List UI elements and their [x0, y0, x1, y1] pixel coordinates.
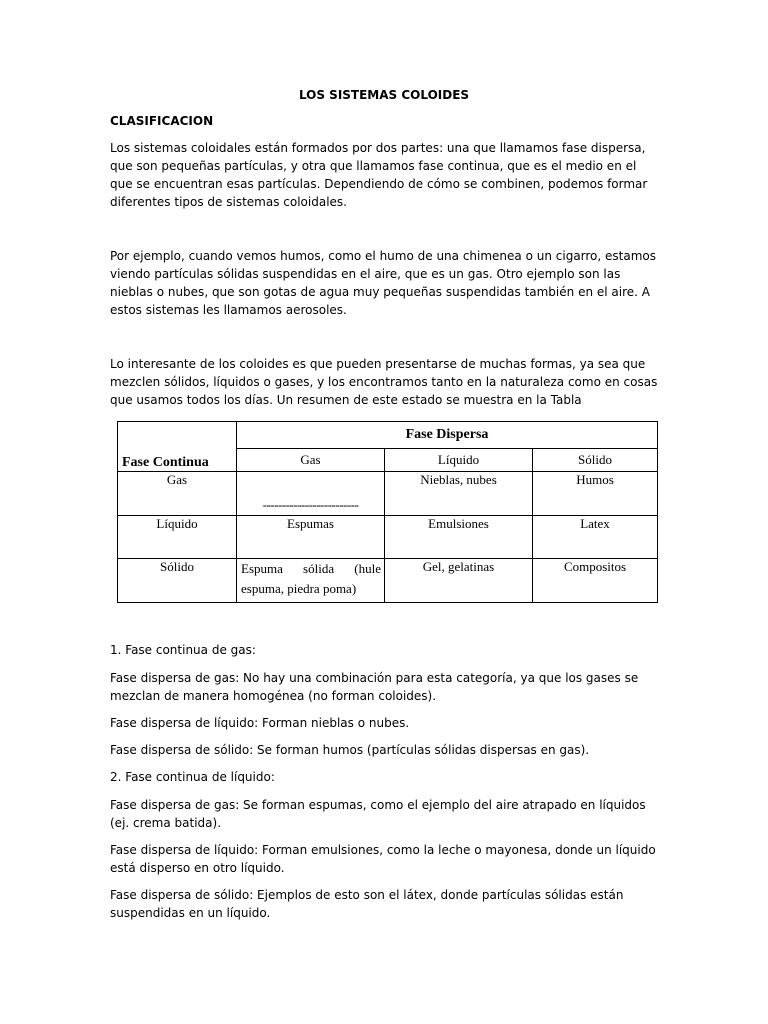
table-row	[118, 516, 658, 558]
gas-gas-text: Fase dispersa de gas: No hay una combinación para esta categoría, ya que los gases se mezclan de manera homogénea (no forman coloides).	[110, 671, 639, 703]
table-cell: Gel, gelatinas	[385, 558, 533, 602]
table-row	[118, 558, 658, 602]
table-cell: Espuma sólida (hule espuma, piedra poma)	[237, 558, 385, 602]
liquido-solido-text: Fase dispersa de sólido: Ejemplos de esto son el látex, donde partículas sólidas están suspendidas en un líquido.	[110, 888, 624, 920]
table-cell: Compositos	[533, 558, 658, 602]
column-header-solido: Sólido	[533, 449, 658, 472]
row-label-solido: Sólido	[118, 558, 237, 602]
liquido-liquido-text: Fase dispersa de líquido: Forman emulsiones, como la leche o mayonesa, donde un líquido está disperso en otro líquido.	[110, 843, 656, 875]
liquido-gas-text: Fase dispersa de gas: Se forman espumas, como el ejemplo del aire atrapado en líquidos (ej. crema batida).	[110, 798, 646, 830]
row-label-gas: Gas	[118, 471, 237, 515]
table-header-row	[118, 422, 658, 449]
gas-liquido-text: Fase dispersa de líquido: Forman nieblas o nubes.	[110, 716, 410, 730]
table-cell: Nieblas, nubes	[385, 471, 533, 515]
column-header-gas: Gas	[237, 449, 385, 472]
document-title: LOS SISTEMAS COLOIDES	[298, 88, 470, 102]
table-cell: Latex	[533, 516, 658, 558]
table-cell: Espumas	[237, 516, 385, 558]
gas-solido-text: Fase dispersa de sólido: Se forman humos (partículas sólidas dispersas en gas).	[110, 743, 590, 757]
summary-paragraph: Lo interesante de los coloides es que pueden presentarse de muchas formas, ya sea que mezclen sólidos, líquidos o gases, y los encontramos tanto en la naturaleza como en cosas que usamos todos los días. Un resumen de este estado se muestra en la Tabla	[110, 357, 658, 407]
table-row	[118, 471, 658, 515]
table-cell: Humos	[533, 471, 658, 515]
section-liquido-heading: 2. Fase continua de líquido:	[110, 770, 275, 784]
header-fase-dispersa: Fase Dispersa	[237, 422, 658, 449]
section-gas-heading: 1. Fase continua de gas:	[110, 643, 256, 657]
section-heading: CLASIFICACION	[110, 114, 214, 128]
colloid-classification-table	[117, 421, 658, 603]
aerosol-paragraph: Por ejemplo, cuando vemos humos, como el humo de una chimenea o un cigarro, estamos viendo partículas sólidas suspendidas en el aire, que es un gas. Otro ejemplo son las nieblas o nubes, que son gotas de agua muy pequeñas suspendidas también en el aire. A estos sistemas les llamamos aerosoles.	[110, 249, 657, 317]
row-label-liquido: Líquido	[118, 516, 237, 558]
table-cell: -------------------------	[237, 471, 385, 515]
table-cell: Emulsiones	[385, 516, 533, 558]
column-header-liquido: Líquido	[385, 449, 533, 472]
header-fase-continua: Fase Continua	[118, 422, 237, 472]
intro-paragraph: Los sistemas coloidales están formados por dos partes: una que llamamos fase dispersa, que son pequeñas partículas, y otra que llamamos fase continua, que es el medio en el que se encuentran esas partículas. Dependiendo de cómo se combinen, podemos formar diferentes tipos de sistemas coloidales.	[110, 141, 648, 209]
